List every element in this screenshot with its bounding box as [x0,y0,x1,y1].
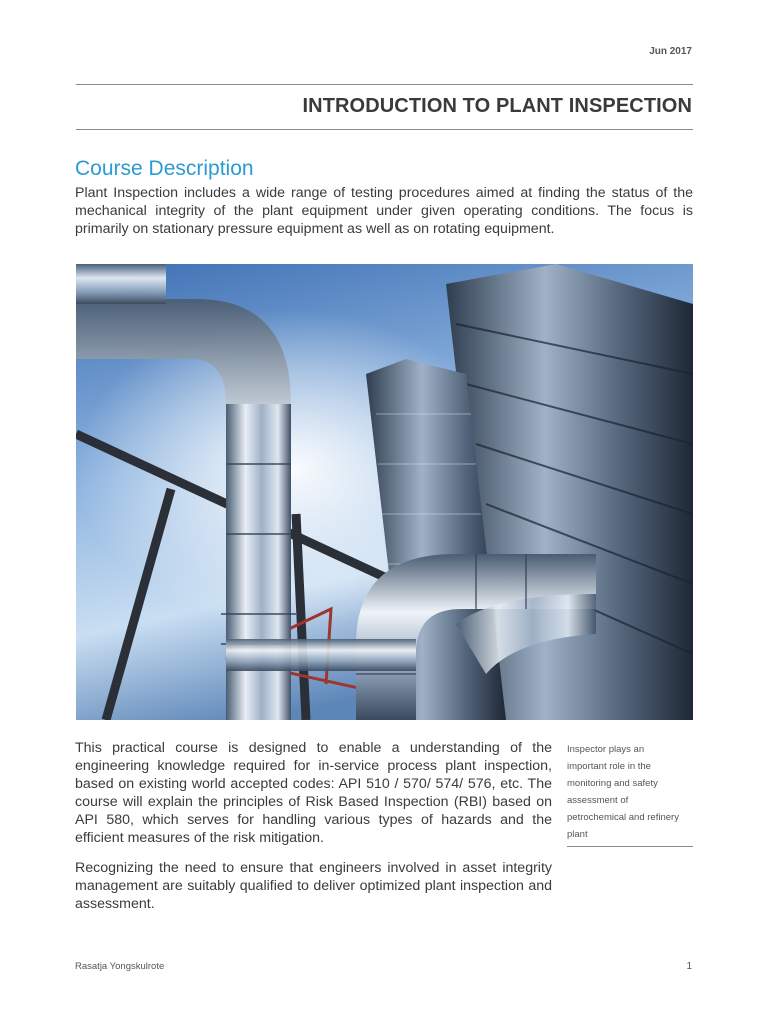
page-number: 1 [686,961,692,972]
sidenote: Inspector plays an important role in the monitoring and safety assessment of petrochemical and refinery plant [567,744,679,840]
page-title: INTRODUCTION TO PLANT INSPECTION [302,95,692,117]
body-paragraph: This practical course is designed to enable a understanding of the engineering knowledge required for in-service process plant inspection, based on existing world accepted codes: API 510 / 570/ 574/ 576, etc. The course will explain the principles of Risk Based Inspection (RBI) based on API 580, which serves for handling various types of hazards and the efficient measures of the risk mitigation. [75,740,552,846]
course-description-text: Plant Inspection includes a wide range of testing procedures aimed at finding the status of the mechanical integrity of the plant equipment under given operating conditions. The focus is primarily on stationary pressure equipment as well as on rotating equipment. [75,185,693,237]
section-heading: Course Description [75,157,254,180]
body-paragraph: Recognizing the need to ensure that engineers involved in asset integrity management are suitably qualified to deliver optimized plant inspection and assessment. [75,860,552,912]
refinery-photo [76,264,693,720]
footer-author: Rasatja Yongskulrote [75,961,165,972]
body-text [75,739,552,925]
header-top-rule [76,84,693,85]
document-date: Jun 2017 [649,46,692,57]
sidenote-rule [567,846,693,847]
header-bottom-rule [76,129,693,130]
